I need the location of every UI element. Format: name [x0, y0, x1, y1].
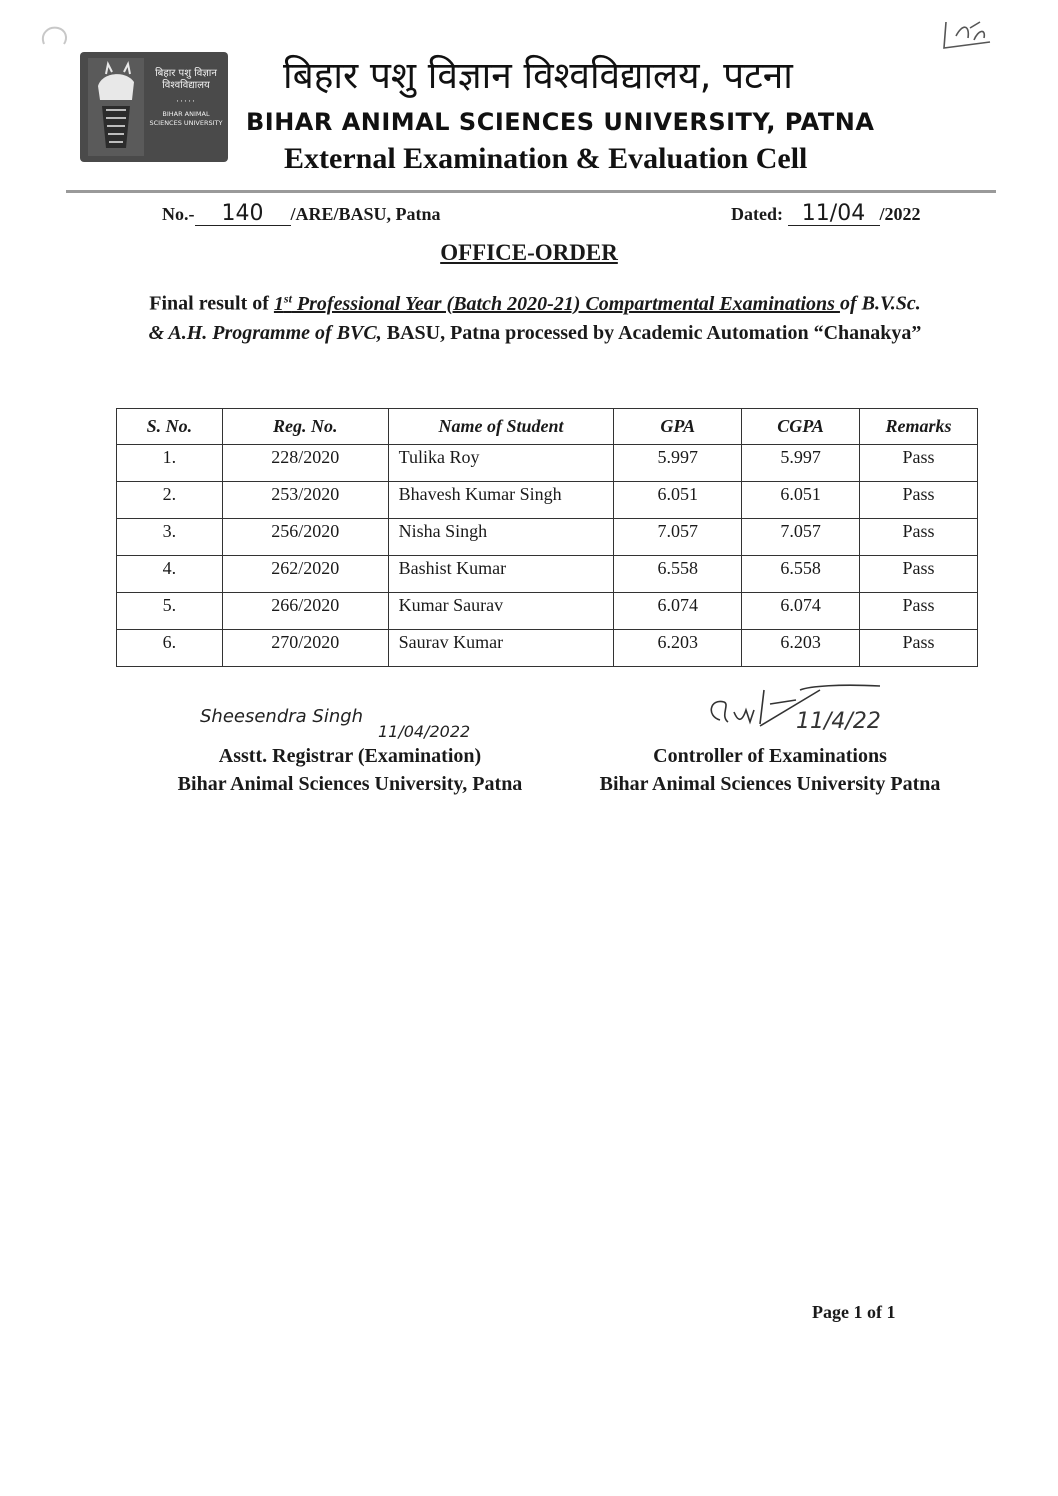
header-cgpa: CGPA: [742, 409, 860, 445]
controller-org: Bihar Animal Sciences University Patna: [599, 773, 941, 795]
table-row: [117, 519, 978, 556]
controller-signature-date: 11/4/22: [796, 709, 881, 734]
cell-cgpa: 6.203: [742, 630, 860, 667]
cell-gpa: 5.997: [614, 445, 742, 482]
cell-cgpa: 6.051: [742, 482, 860, 519]
office-order-text: OFFICE-ORDER: [440, 240, 618, 265]
results-table: [116, 408, 978, 667]
cell-name: Tulika Roy: [388, 445, 614, 482]
cell-regno: 253/2020: [222, 482, 388, 519]
subject-italic1: Professional Year (Batch 2020-21) Compartmental Examinations: [291, 292, 840, 315]
cell-regno: 270/2020: [222, 630, 388, 667]
subject-text: [140, 284, 930, 348]
registrar-org: Bihar Animal Sciences University, Patna: [177, 773, 523, 795]
cell-remarks: Pass: [860, 630, 978, 667]
controller-signature: [700, 676, 920, 736]
cell-remarks: Pass: [860, 593, 978, 630]
cell-name: External Examination & Evaluation Cell: [284, 142, 808, 175]
cow-emblem-icon: [86, 56, 146, 158]
header-regno: Reg. No.: [222, 409, 388, 445]
cell-name: Kumar Saurav: [388, 593, 614, 630]
header-divider: [66, 190, 996, 193]
logo-english-text: BIHAR ANIMAL SCIENCES UNIVERSITY: [149, 110, 223, 127]
registrar-signature-date: 11/04/2022: [378, 722, 471, 741]
table-row: [117, 445, 978, 482]
table-row: [117, 556, 978, 593]
table-header-row: [117, 409, 978, 445]
cell-name: Bhavesh Kumar Singh: [388, 482, 614, 519]
cell-sno: 5.: [117, 593, 223, 630]
cell-remarks: Pass: [860, 445, 978, 482]
reference-no-value: 140: [195, 203, 291, 226]
cell-name: Bashist Kumar: [388, 556, 614, 593]
punch-hole-mark: [38, 22, 74, 52]
cell-gpa: 7.057: [614, 519, 742, 556]
date-suffix: /2022: [879, 204, 921, 224]
cell-remarks: Pass: [860, 556, 978, 593]
cell-gpa: 6.051: [614, 482, 742, 519]
cell-sno: 3.: [117, 519, 223, 556]
subject-part1: Final result of: [149, 292, 274, 315]
table-row: [117, 630, 978, 667]
title-english: BIHAR ANIMAL SCIENCES UNIVERSITY, PATNA: [246, 108, 875, 136]
cell-name: Saurav Kumar: [388, 630, 614, 667]
table-row: [117, 482, 978, 519]
cell-cgpa: 6.558: [742, 556, 860, 593]
controller-block: [580, 742, 960, 798]
cell-sno: 4.: [117, 556, 223, 593]
cell-sno: 6.: [117, 630, 223, 667]
subject-ordinal-sup: st: [283, 291, 292, 305]
logo-divider: ·····: [176, 96, 196, 106]
cell-regno: 256/2020: [222, 519, 388, 556]
header-remarks: Remarks: [860, 409, 978, 445]
header-name: Name of Student: [388, 409, 614, 445]
title-hindi: बिहार पशु विज्ञान विश्वविद्यालय, पटना: [283, 54, 793, 97]
cell-regno: 262/2020: [222, 556, 388, 593]
page-number: Page 1 of 1: [812, 1302, 896, 1322]
cell-regno: 266/2020: [222, 593, 388, 630]
reference-no-label: No.-: [162, 204, 195, 224]
controller-title: Controller of Examinations: [653, 745, 887, 767]
cell-remarks: Pass: [860, 519, 978, 556]
cell-name: Nisha Singh: [388, 519, 614, 556]
registrar-block: [160, 742, 540, 798]
reference-no-suffix: /ARE/BASU, Patna: [290, 204, 441, 224]
logo-hindi-text: बिहार पशु विज्ञान विश्वविद्यालय: [155, 68, 217, 91]
cell-regno: 228/2020: [222, 445, 388, 482]
dated-label: Dated:: [731, 204, 783, 224]
cell-cgpa: 6.074: [742, 593, 860, 630]
cell-cgpa: 7.057: [742, 519, 860, 556]
date-value: 11/04: [788, 203, 880, 226]
cell-sno: 2.: [117, 482, 223, 519]
university-logo: [80, 52, 228, 162]
cell-sno: 1.: [117, 445, 223, 482]
header-gpa: GPA: [614, 409, 742, 445]
registrar-title: Asstt. Registrar (Examination): [218, 745, 482, 767]
reference-number: [162, 203, 441, 226]
subject-italic2: of B.V.Sc. & A.H. Programme of BVC,: [148, 292, 921, 344]
subject-ordinal: 1: [273, 292, 284, 315]
reference-date: [731, 203, 921, 226]
cell-gpa: 6.074: [614, 593, 742, 630]
subject-part2: BASU, Patna processed by Academic Automation “Chanakya”: [381, 321, 922, 344]
registrar-signature: Sheesendra Singh: [200, 706, 364, 727]
handwritten-corner-mark: [940, 14, 1000, 56]
cell-cgpa: 5.997: [742, 445, 860, 482]
header-sno: S. No.: [117, 409, 223, 445]
cell-remarks: Pass: [860, 482, 978, 519]
cell-gpa: 6.203: [614, 630, 742, 667]
cell-gpa: 6.558: [614, 556, 742, 593]
office-order-heading: [0, 240, 1058, 266]
table-row: [117, 593, 978, 630]
